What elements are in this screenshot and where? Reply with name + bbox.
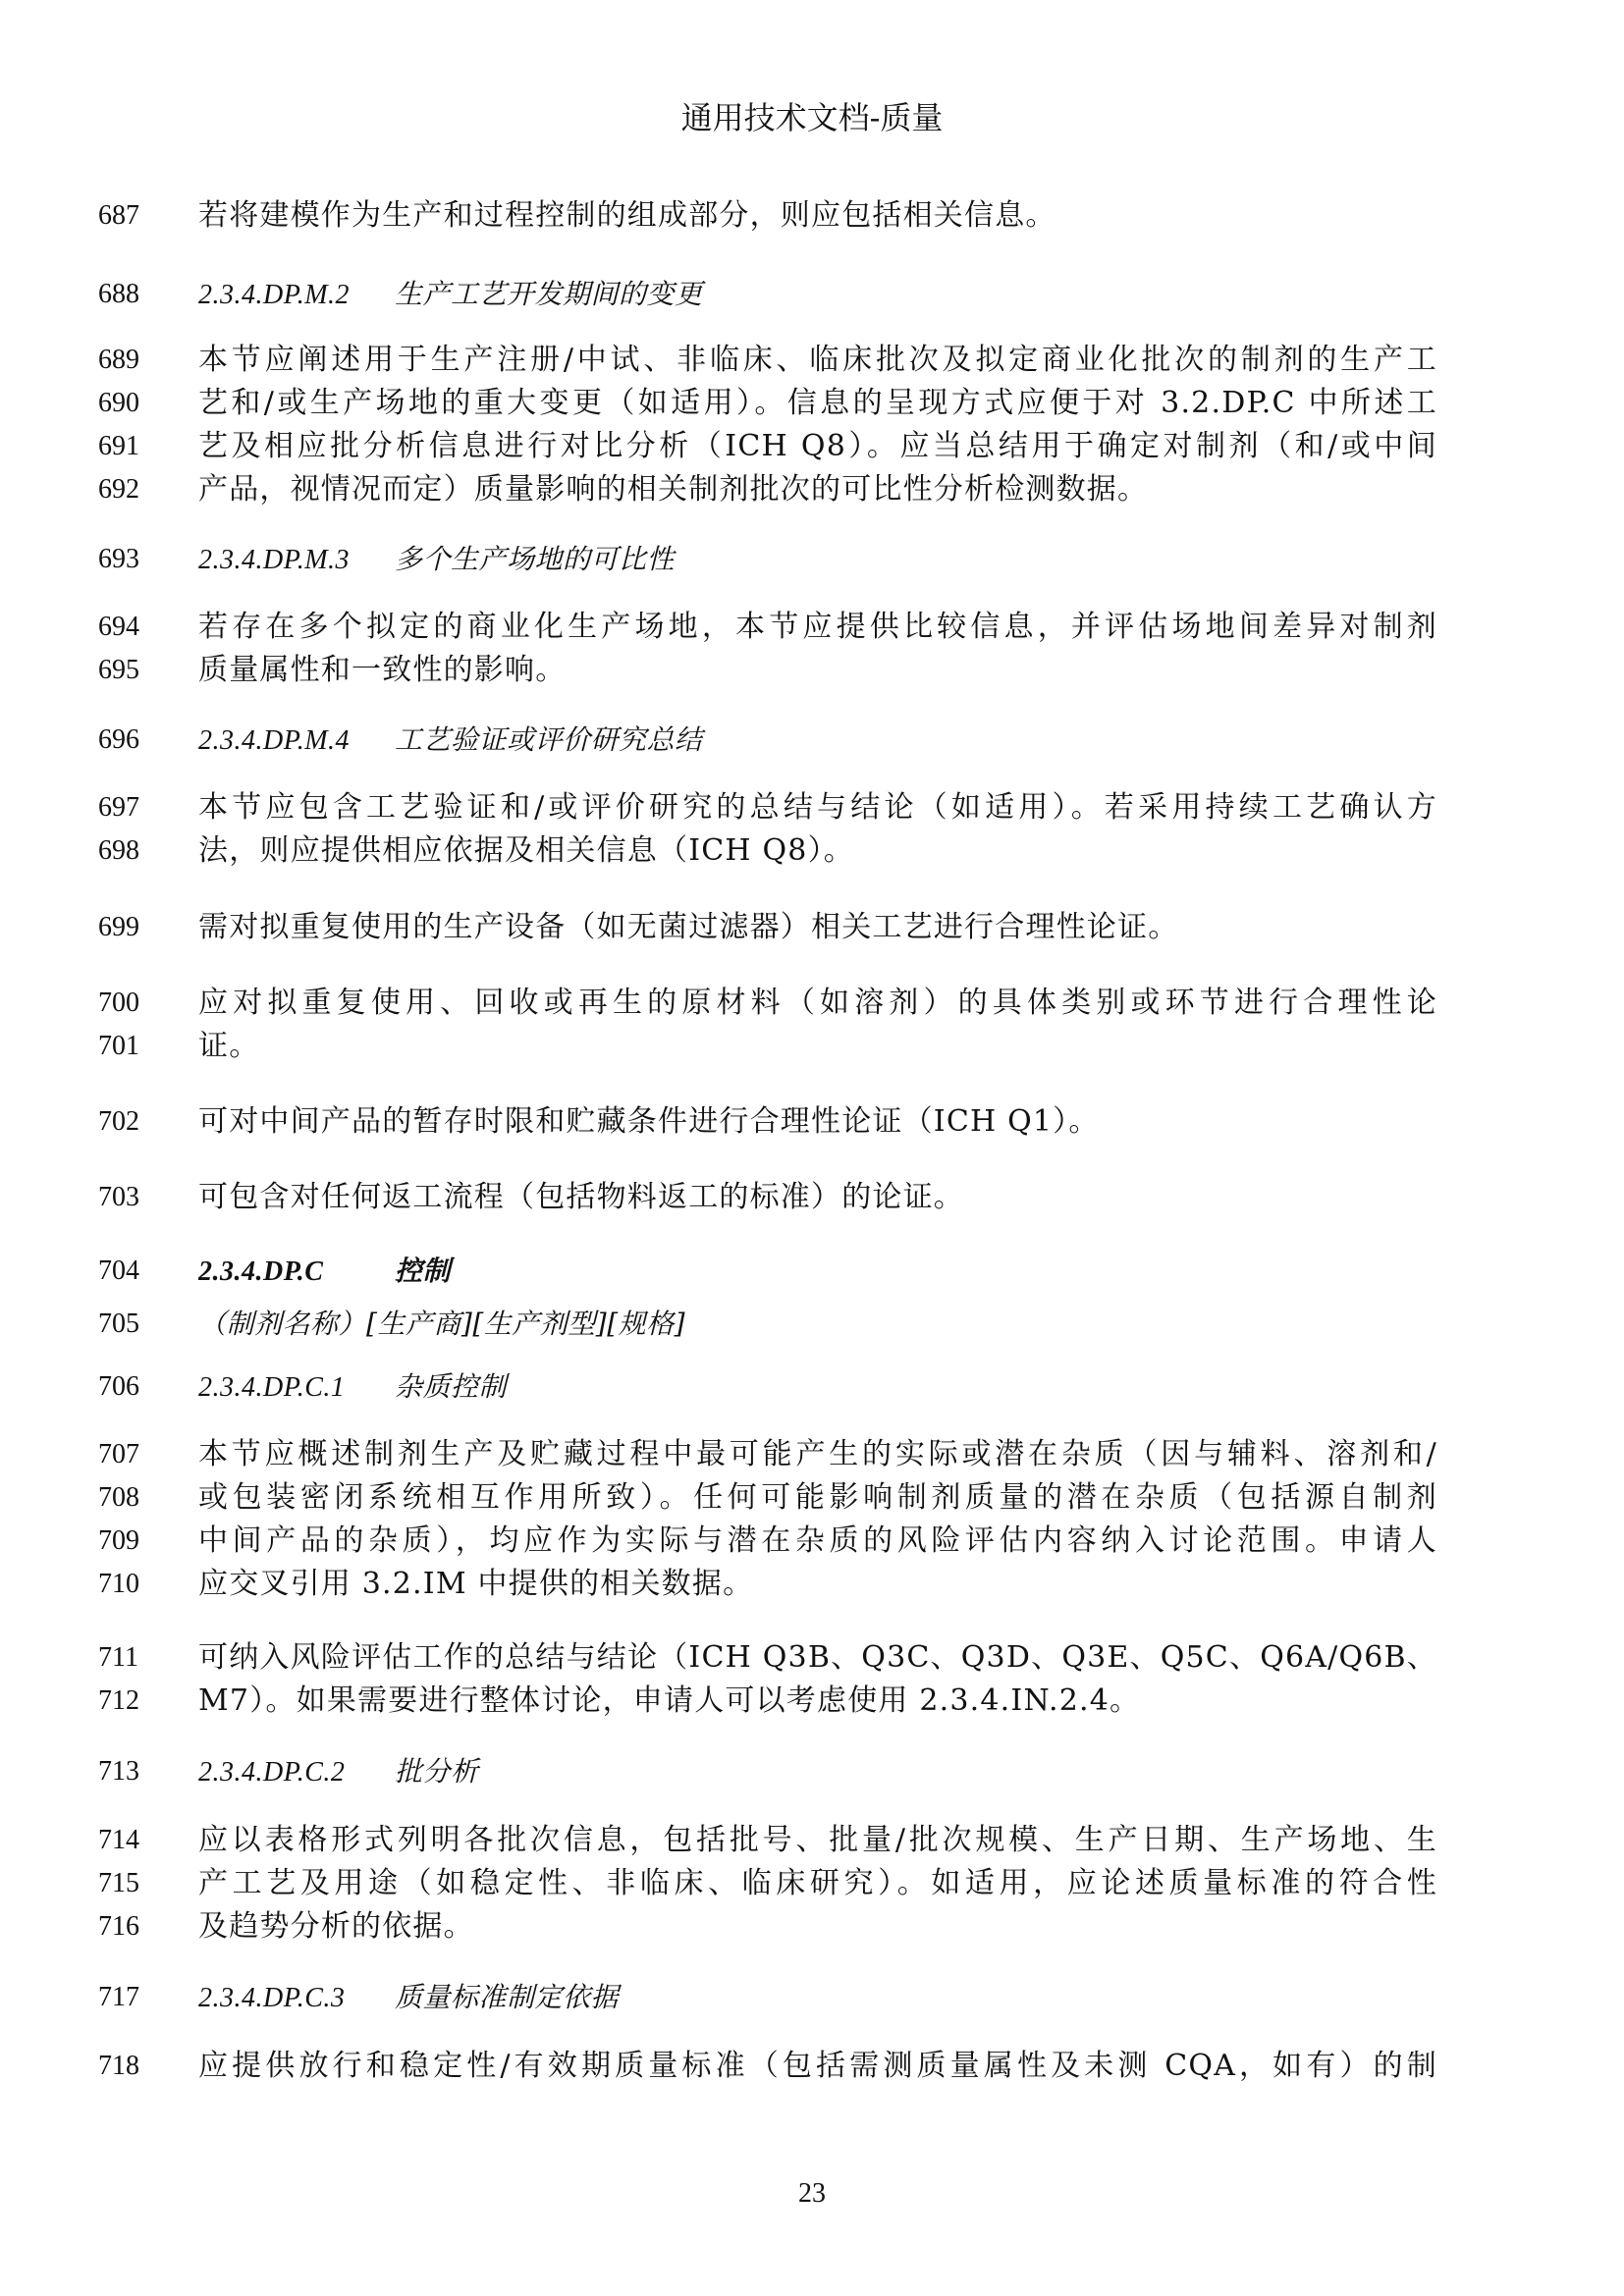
body-line <box>0 906 1624 949</box>
line-number: 697 <box>98 792 139 823</box>
line-number: 703 <box>98 1182 139 1212</box>
section-heading-line <box>0 1365 1624 1409</box>
line-number: 692 <box>98 474 139 505</box>
body-line <box>0 1905 1624 1949</box>
line-number: 711 <box>98 1642 138 1673</box>
section-title: 杂质控制 <box>395 1370 508 1403</box>
body-text: 本节应阐述用于生产注册/中试、非临床、临床批次及拟定商业化批次的制剂的生产工 <box>198 343 1437 377</box>
section-code: 2.3.4.DP.C.2 <box>198 1757 346 1788</box>
body-text: 艺及相应批分析信息进行对比分析（ICH Q8）。应当总结用于确定对制剂（和/或中间 <box>198 429 1437 463</box>
section-heading-line <box>0 538 1624 581</box>
body-text: M7）。如果需要进行整体讨论，申请人可以考虑使用 2.3.4.IN.2.4。 <box>198 1683 1141 1718</box>
body-line <box>0 2045 1624 2088</box>
section-title: 批分析 <box>395 1755 479 1788</box>
body-line <box>0 1563 1624 1606</box>
line-number: 688 <box>98 279 139 309</box>
line-number: 708 <box>98 1482 139 1513</box>
section-heading <box>198 1250 1437 1294</box>
line-number: 710 <box>98 1569 139 1599</box>
section-code: 2.3.4.DP.M.3 <box>198 545 351 575</box>
section-heading-line <box>0 1750 1624 1793</box>
body-line <box>0 1819 1624 1862</box>
section-heading <box>198 1976 1437 2020</box>
section-heading-line <box>0 1250 1624 1293</box>
body-line <box>0 468 1624 511</box>
body-line <box>0 194 1624 238</box>
body-text: 质量属性和一致性的影响。 <box>198 653 567 687</box>
body-line <box>0 1680 1624 1723</box>
body-line <box>0 425 1624 468</box>
line-number: 707 <box>98 1439 139 1469</box>
body-text: 法，则应提供相应依据及相关信息（ICH Q8）。 <box>198 833 854 868</box>
line-number: 694 <box>98 612 139 642</box>
section-heading-line <box>0 719 1624 762</box>
subtitle-line <box>0 1303 1624 1346</box>
body-text: 中间产品的杂质），均应作为实际与潜在杂质的风险评估内容纳入讨论范围。申请人 <box>198 1523 1437 1558</box>
line-number: 699 <box>98 912 139 942</box>
section-heading <box>198 1750 1437 1794</box>
body-text: 可包含对任何返工流程（包括物料返工的标准）的论证。 <box>198 1180 964 1214</box>
line-number: 717 <box>98 1982 139 2012</box>
body-text: 若将建模作为生产和过程控制的组成部分，则应包括相关信息。 <box>198 198 1056 233</box>
line-number: 716 <box>98 1911 139 1942</box>
line-number: 706 <box>98 1371 139 1402</box>
line-number: 687 <box>98 200 139 231</box>
line-number: 718 <box>98 2051 139 2081</box>
line-number: 712 <box>98 1685 139 1716</box>
body-line <box>0 829 1624 873</box>
body-line <box>0 1636 1624 1680</box>
body-line <box>0 382 1624 425</box>
body-line <box>0 649 1624 692</box>
section-title: 工艺验证或评价研究总结 <box>395 723 703 756</box>
line-number: 715 <box>98 1868 139 1898</box>
page-number: 23 <box>798 2178 826 2209</box>
body-text: 证。 <box>198 1029 260 1063</box>
body-text: 应对拟重复使用、回收或再生的原材料（如溶剂）的具体类别或环节进行合理性论 <box>198 986 1437 1020</box>
section-title: 控制 <box>395 1255 452 1287</box>
body-line <box>0 1100 1624 1144</box>
line-number: 696 <box>98 724 139 755</box>
section-subtitle: （制剂名称）[生产商][生产剂型][规格] <box>198 1308 686 1340</box>
section-heading <box>198 719 1437 763</box>
body-text: 或包装密闭系统相互作用所致）。任何可能影响制剂质量的潜在杂质（包括源自制剂 <box>198 1480 1437 1515</box>
line-number: 704 <box>98 1255 139 1286</box>
body-text: 艺和/或生产场地的重大变更（如适用）。信息的呈现方式应便于对 3.2.DP.C 中所述工 <box>198 386 1437 420</box>
line-number: 693 <box>98 544 139 574</box>
section-code: 2.3.4.DP.C <box>198 1256 324 1287</box>
section-heading <box>198 1365 1437 1410</box>
body-line <box>0 1025 1624 1068</box>
body-text: 若存在多个拟定的商业化生产场地，本节应提供比较信息，并评估场地间差异对制剂 <box>198 610 1437 644</box>
line-number: 695 <box>98 655 139 685</box>
body-text: 可纳入风险评估工作的总结与结论（ICH Q3B、Q3C、Q3D、Q3E、Q5C、Q6A/Q6B、 <box>198 1640 1437 1675</box>
body-text: 需对拟重复使用的生产设备（如无菌过滤器）相关工艺进行合理性论证。 <box>198 910 1179 944</box>
line-number: 705 <box>98 1308 139 1339</box>
line-number: 702 <box>98 1106 139 1137</box>
line-number: 689 <box>98 345 139 375</box>
body-line <box>0 982 1624 1025</box>
section-heading-line <box>0 1976 1624 2019</box>
body-line <box>0 786 1624 829</box>
body-line <box>0 1862 1624 1905</box>
line-number: 690 <box>98 388 139 418</box>
section-title: 生产工艺开发期间的变更 <box>395 278 703 310</box>
line-number: 691 <box>98 431 139 461</box>
section-title: 质量标准制定依据 <box>395 1981 620 2013</box>
body-line <box>0 606 1624 649</box>
line-number: 714 <box>98 1825 139 1855</box>
body-text: 应以表格形式列明各批次信息，包括批号、批量/批次规模、生产日期、生产场地、生 <box>198 1823 1437 1857</box>
section-code: 2.3.4.DP.C.3 <box>198 1983 346 2013</box>
section-code: 2.3.4.DP.M.2 <box>198 280 351 310</box>
line-number: 698 <box>98 835 139 866</box>
body-text: 可对中间产品的暂存时限和贮藏条件进行合理性论证（ICH Q1）。 <box>198 1104 1100 1139</box>
section-heading <box>198 538 1437 582</box>
body-text: 应交叉引用 3.2.IM 中提供的相关数据。 <box>198 1567 754 1601</box>
body-text: 本节应包含工艺验证和/或评价研究的总结与结论（如适用）。若采用持续工艺确认方 <box>198 790 1437 825</box>
section-title: 多个生产场地的可比性 <box>395 543 676 575</box>
body-text: 产工艺及用途（如稳定性、非临床、临床研究）。如适用，应论述质量标准的符合性 <box>198 1866 1437 1900</box>
body-text: 及趋势分析的依据。 <box>198 1909 474 1944</box>
body-line <box>0 1176 1624 1219</box>
line-number: 709 <box>98 1525 139 1556</box>
body-line <box>0 1520 1624 1563</box>
section-heading <box>198 273 1437 317</box>
section-heading-line <box>0 273 1624 316</box>
body-text: 应提供放行和稳定性/有效期质量标准（包括需测质量属性及未测 CQA，如有）的制 <box>198 2049 1437 2083</box>
body-text: 产品，视情况而定）质量影响的相关制剂批次的可比性分析检测数据。 <box>198 472 1149 507</box>
body-line <box>0 1433 1624 1476</box>
line-number: 713 <box>98 1756 139 1787</box>
body-text: 本节应概述制剂生产及贮藏过程中最可能产生的实际或潜在杂质（因与辅料、溶剂和/ <box>198 1437 1437 1471</box>
section-code: 2.3.4.DP.M.4 <box>198 725 351 756</box>
body-line <box>0 339 1624 382</box>
body-line <box>0 1476 1624 1520</box>
running-header: 通用技术文档-质量 <box>680 99 944 136</box>
line-number: 700 <box>98 988 139 1018</box>
line-number: 701 <box>98 1031 139 1061</box>
section-code: 2.3.4.DP.C.1 <box>198 1372 346 1403</box>
